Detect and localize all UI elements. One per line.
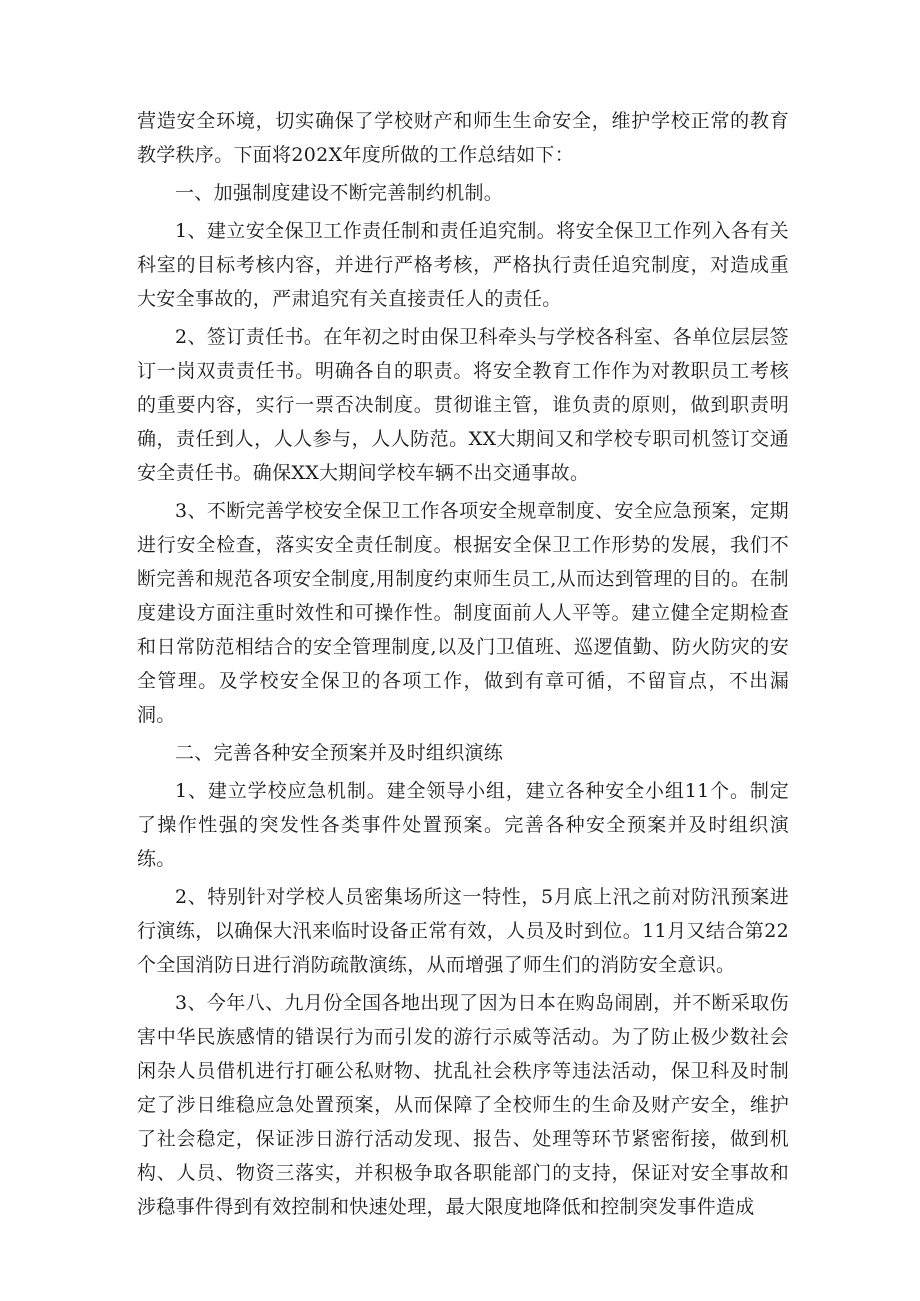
paragraph-1-2: 2、签订责任书。在年初之时由保卫科牵头与学校各科室、各单位层层签订一岗双责责任书。明确各自的职责。将安全教育工作作为对教职员工考核的重要内容，实行一票否决制度。贯彻谁主管，谁负责的原则，做到职责明确，责任到人，人人参与，人人防范。XX大期间又和学校专职司机签订交通安全责任书。确保XX大期间学校车辆不出交通事故。 (137, 326, 789, 484)
paragraph-1-1: 1、建立安全保卫工作责任制和责任追究制。将安全保卫工作列入各有关科室的目标考核内容，并进行严格考核，严格执行责任追究制度，对造成重大安全事故的，严肃追究有关直接责任人的责任。 (137, 220, 789, 310)
paragraph-intro-continued: 营造安全环境，切实确保了学校财产和师生生命安全，维护学校正常的教育教学秩序。下面将202X年度所做的工作总结如下： (137, 110, 789, 166)
paragraph-2-3: 3、今年八、九月份全国各地出现了因为日本在购岛闹剧，并不断采取伤害中华民族感情的错误行为而引发的游行示威等活动。为了防止极少数社会闲杂人员借机进行打砸公私财物、扰乱社会秩序等违法活动，保卫科及时制定了涉日维稳应急处置预案，从而保障了全校师生的生命及财产安全，维护了社会稳定，保证涉日游行活动发现、报告、处理等环节紧密衔接，做到机构、人员、物资三落实，并积极争取各职能部门的支持，保证对安全事故和涉稳事件得到有效控制和快速处理，最大限度地降低和控制突发事件造成 (137, 992, 789, 1218)
paragraph-2-2: 2、特别针对学校人员密集场所这一特性，5月底上汛之前对防汛预案进行演练，以确保大汛来临时设备正常有效，人员及时到位。11月又结合第22个全国消防日进行消防疏散演练，从而增强了师生们的消防安全意识。 (137, 886, 789, 976)
section-heading-1: 一、加强制度建设不断完善制约机制。 (175, 182, 504, 204)
section-heading-2: 二、完善各种安全预案并及时组织演练 (175, 742, 504, 764)
document-body (137, 104, 789, 1224)
paragraph-1-3: 3、不断完善学校安全保卫工作各项安全规章制度、安全应急预案，定期进行安全检查，落实安全责任制度。根据安全保卫工作形势的发展，我们不断完善和规范各项安全制度,用制度约束师生员工,从而达到管理的目的。在制度建设方面注重时效性和可操作性。制度面前人人平等。建立健全定期检查和日常防范相结合的安全管理制度,以及门卫值班、巡逻值勤、防火防灾的安全管理。及学校安全保卫的各项工作，做到有章可循，不留盲点，不出漏洞。 (137, 500, 789, 726)
paragraph-2-1: 1、建立学校应急机制。建全领导小组，建立各种安全小组11个。制定了操作性强的突发性各类事件处置预案。完善各种安全预案并及时组织演练。 (137, 780, 789, 870)
